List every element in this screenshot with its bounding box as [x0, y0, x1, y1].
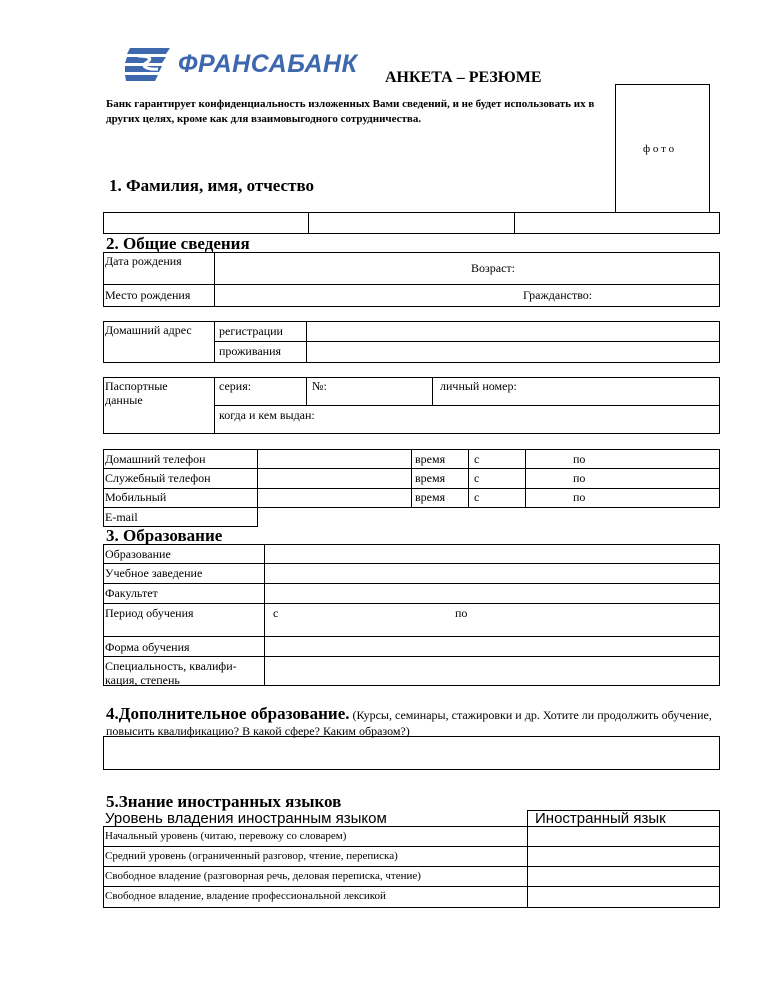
section-4-title: 4.Дополнительное образование — [106, 704, 346, 723]
section-2-title: 2. Общие сведения — [106, 234, 250, 253]
bank-name: ФРАНСАБАНК — [178, 50, 358, 78]
email-label: E-mail — [105, 510, 138, 524]
confidentiality-note: Банк гарантирует конфиденциальность изложенных Вами сведений, и не будет использовать их в других целях, кроме как для взаимовыгодного сотрудничества. — [106, 98, 595, 125]
passport-label: Паспортные данные — [105, 379, 168, 407]
birth-date-label: Дата рождения — [105, 254, 182, 268]
education-field[interactable] — [266, 545, 718, 562]
section-4-dot: . — [345, 704, 350, 723]
personal-number-label: личный номер: — [440, 379, 517, 393]
language-header: Иностранный язык — [535, 810, 666, 827]
birth-place-field[interactable] — [216, 286, 516, 305]
mobile-phone-label: Мобильный — [105, 490, 167, 504]
level-header: Уровень владения иностранным языком — [105, 810, 387, 827]
faculty-field[interactable] — [266, 584, 718, 602]
language-field-fluent[interactable] — [529, 867, 718, 885]
bank-logo — [124, 46, 172, 87]
citizenship-label: Гражданство: — [523, 288, 593, 302]
section-4-note: (Курсы, семинары, стажировки и др. Хотите ли продолжить обучение, повысить квалификацию? В какой сфере? Каким образом?) — [106, 708, 712, 738]
work-phone-from: с — [474, 471, 480, 485]
home-phone-to: по — [573, 452, 586, 466]
specialty-field[interactable] — [266, 657, 718, 685]
birth-date-field[interactable] — [216, 254, 466, 282]
study-form-label: Форма обучения — [105, 640, 190, 654]
issued-label: когда и кем выдан: — [219, 408, 315, 422]
language-field-intermediate[interactable] — [529, 847, 718, 865]
mobile-phone-to: по — [573, 490, 586, 504]
first-name-field[interactable] — [309, 213, 513, 233]
residence-field[interactable] — [308, 342, 718, 362]
work-phone-to: по — [573, 471, 586, 485]
series-label: серия: — [219, 379, 252, 393]
section-5-title: 5.Знание иностранных языков — [106, 792, 342, 811]
language-field-professional[interactable] — [529, 887, 718, 907]
patronymic-field[interactable] — [515, 213, 719, 233]
faculty-label: Факультет — [105, 586, 158, 600]
home-phone-time: время — [415, 452, 446, 466]
residence-label: проживания — [219, 344, 282, 358]
birth-place-label: Место рождения — [105, 288, 191, 302]
work-phone-label: Служебный телефон — [105, 471, 211, 485]
photo-label: ф о т о — [643, 143, 675, 155]
home-phone-label: Домашний телефон — [105, 452, 206, 466]
age-label: Возраст: — [471, 261, 515, 275]
level-professional: Свободное владение, владение профессиональной лексикой — [105, 890, 386, 902]
form-title: АНКЕТА – РЕЗЮМЕ — [385, 69, 542, 86]
institution-field[interactable] — [266, 564, 718, 582]
specialty-label: Специальность, квалифи-кация, степень — [105, 659, 237, 687]
surname-field[interactable] — [104, 213, 307, 233]
level-intermediate: Средний уровень (ограниченный разговор, чтение, переписка) — [105, 850, 398, 862]
mobile-phone-from: с — [474, 490, 480, 504]
mobile-phone-field[interactable] — [259, 489, 409, 507]
section-4-heading — [106, 706, 726, 739]
mobile-phone-time: время — [415, 490, 446, 504]
work-phone-field[interactable] — [259, 469, 409, 487]
additional-education-field[interactable] — [103, 736, 720, 770]
period-label: Период обучения — [105, 606, 194, 620]
work-phone-time: время — [415, 471, 446, 485]
home-phone-field[interactable] — [259, 450, 409, 467]
registration-label: регистрации — [219, 324, 283, 338]
number-label: №: — [312, 379, 327, 393]
home-address-label: Домашний адрес — [105, 323, 192, 337]
registration-field[interactable] — [308, 322, 718, 340]
section-1-title: 1. Фамилия, имя, отчество — [109, 176, 315, 195]
institution-label: Учебное заведение — [105, 566, 203, 580]
level-beginner: Начальный уровень (читаю, перевожу со словарем) — [105, 830, 347, 842]
issued-field[interactable] — [216, 406, 718, 433]
period-from-label: с — [273, 606, 279, 620]
period-to-label: по — [455, 606, 468, 620]
level-fluent: Свободное владение (разговорная речь, деловая переписка, чтение) — [105, 870, 421, 882]
home-phone-from: с — [474, 452, 480, 466]
language-field-beginner[interactable] — [529, 827, 718, 845]
section-3-title: 3. Образование — [106, 526, 223, 545]
study-form-field[interactable] — [266, 637, 718, 655]
bank-logo-icon — [124, 46, 172, 82]
education-label: Образование — [105, 547, 171, 561]
